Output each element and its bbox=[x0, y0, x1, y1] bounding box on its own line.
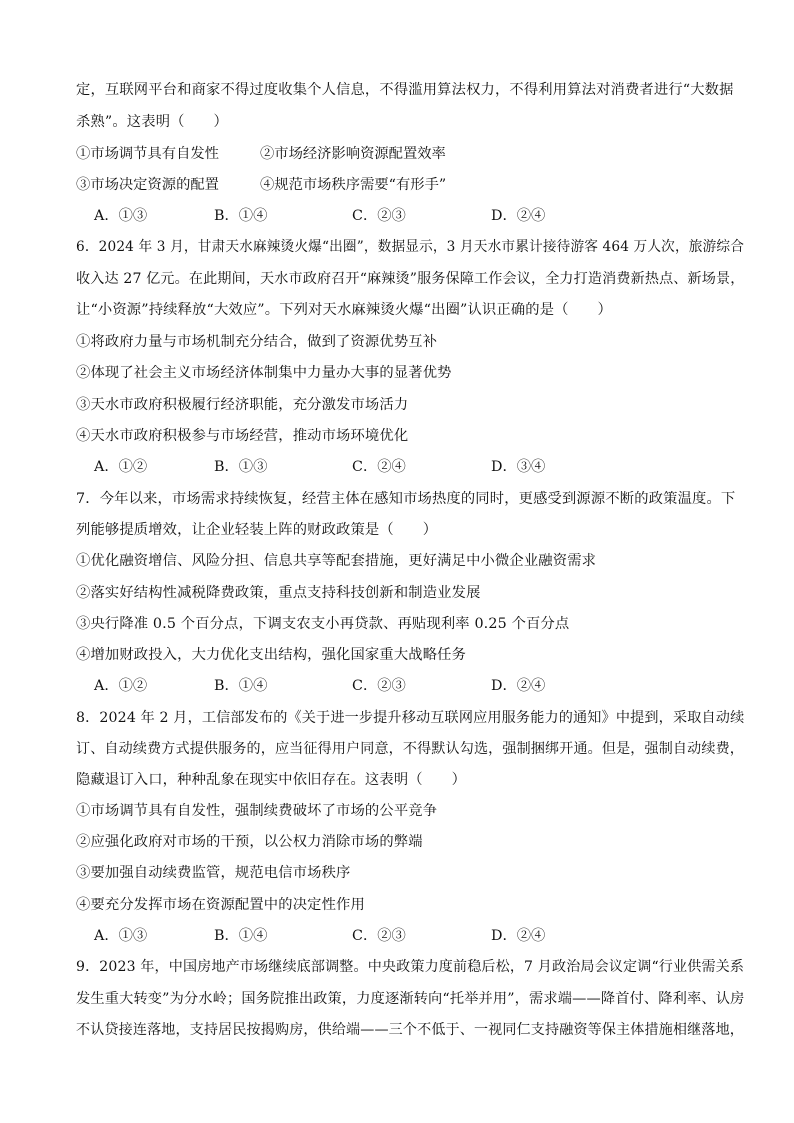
q6-stem-line-2: 收入达 27 亿元。在此期间，天水市政府召开“麻辣烫”服务保障工作会议，全力打造消费新热点、新场景， bbox=[76, 271, 745, 287]
q8-stem-line-3: 隐藏退订入口，种种乱象在现实中依旧存在。这表明（ ） bbox=[76, 772, 467, 788]
q5-stem-line-1: 定，互联网平台和商家不得过度收集个人信息，不得滥用算法权力，不得利用算法对消费者进行“大数据 bbox=[76, 82, 734, 98]
q5-statement-3: ③市场决定资源的配置 bbox=[76, 177, 219, 193]
q8-option-a[interactable]: A．①③ bbox=[94, 928, 148, 944]
q7-statement-1: ①优化融资增信、风险分担、信息共享等配套措施，更好满足中小微企业融资需求 bbox=[76, 553, 597, 569]
q7-statement-4: ④增加财政投入，大力优化支出结构，强化国家重大战略任务 bbox=[76, 647, 467, 663]
q9-stem-line-2: 发生重大转变”为分水岭；国务院推出政策，力度逐渐转向“托举并用”，需求端——降首付、降利率、认房 bbox=[76, 991, 745, 1007]
q8-statement-2: ②应强化政府对市场的干预，以公权力消除市场的弊端 bbox=[76, 834, 423, 850]
q5-option-c[interactable]: C．②③ bbox=[352, 208, 406, 224]
q7-option-b[interactable]: B．①④ bbox=[214, 678, 268, 694]
q5-statement-4: ④规范市场秩序需要“有形手” bbox=[260, 177, 447, 193]
q9-stem-line-3: 不认贷接连落地，支持居民按揭购房，供给端——三个不低于、一视同仁支持融资等保主体措施相继落地， bbox=[76, 1022, 745, 1038]
q7-option-d[interactable]: D．②④ bbox=[491, 678, 546, 694]
q6-statement-4: ④天水市政府积极参与市场经营，推动市场环境优化 bbox=[76, 428, 409, 444]
q8-option-c[interactable]: C．②③ bbox=[352, 928, 406, 944]
q6-statement-1: ①将政府力量与市场机制充分结合，做到了资源优势互补 bbox=[76, 334, 438, 350]
q8-stem-line-1: 8．2024 年 2 月，工信部发布的《关于进一步提升移动互联网应用服务能力的通知》中提到，采取自动续 bbox=[76, 710, 745, 726]
q6-stem-line-3: 让“小资源”持续释放“大效应”。下列对天水麻辣烫火爆“出圈”认识正确的是（ ） bbox=[76, 302, 612, 318]
q6-option-b[interactable]: B．①③ bbox=[214, 459, 268, 475]
q6-statement-2: ②体现了社会主义市场经济体制集中力量办大事的显著优势 bbox=[76, 365, 452, 381]
q7-option-c[interactable]: C．②③ bbox=[352, 678, 406, 694]
q7-stem-line-1: 7．今年以来，市场需求持续恢复，经营主体在感知市场热度的同时，更感受到源源不断的政策温度。下 bbox=[76, 491, 736, 507]
q7-option-a[interactable]: A．①② bbox=[94, 678, 148, 694]
q9-stem-line-1: 9．2023 年，中国房地产市场继续底部调整。中央政策力度前稳后松，7 月政治局会议定调“行业供需关系 bbox=[76, 959, 745, 975]
q5-option-a[interactable]: A．①③ bbox=[94, 208, 148, 224]
q8-statement-4: ④要充分发挥市场在资源配置中的决定性作用 bbox=[76, 897, 365, 913]
q5-statement-2: ②市场经济影响资源配置效率 bbox=[260, 146, 446, 162]
q8-statement-3: ③要加强自动续费监管，规范电信市场秩序 bbox=[76, 865, 351, 881]
q7-statement-2: ②落实好结构性减税降费政策，重点支持科技创新和制造业发展 bbox=[76, 585, 481, 601]
q8-stem-line-2: 订、自动续费方式提供服务的，应当征得用户同意，不得默认勾选，强制捆绑开通。但是，强制自动续费， bbox=[76, 741, 745, 757]
q5-option-d[interactable]: D．②④ bbox=[491, 208, 546, 224]
q8-option-b[interactable]: B．①④ bbox=[214, 928, 268, 944]
q5-statement-1: ①市场调节具有自发性 bbox=[76, 146, 219, 162]
q6-option-c[interactable]: C．②④ bbox=[352, 459, 406, 475]
q6-option-a[interactable]: A．①② bbox=[94, 459, 148, 475]
q5-option-b[interactable]: B．①④ bbox=[214, 208, 268, 224]
q7-statement-3: ③央行降准 0.5 个百分点，下调支农支小再贷款、再贴现利率 0.25 个百分点 bbox=[76, 616, 570, 632]
q8-statement-1: ①市场调节具有自发性，强制续费破坏了市场的公平竞争 bbox=[76, 803, 438, 819]
q6-stem-line-1: 6．2024 年 3 月，甘肃天水麻辣烫火爆“出圈”，数据显示，3 月天水市累计接待游客 464 万人次，旅游综合 bbox=[76, 239, 745, 255]
q6-statement-3: ③天水市政府积极履行经济职能，充分激发市场活力 bbox=[76, 397, 409, 413]
q5-stem-line-2: 杀熟”。这表明（ ） bbox=[76, 114, 228, 130]
q6-option-d[interactable]: D．③④ bbox=[491, 459, 546, 475]
q7-stem-line-2: 列能够提质增效，让企业轻装上阵的财政政策是（ ） bbox=[76, 522, 438, 538]
q8-option-d[interactable]: D．②④ bbox=[491, 928, 546, 944]
